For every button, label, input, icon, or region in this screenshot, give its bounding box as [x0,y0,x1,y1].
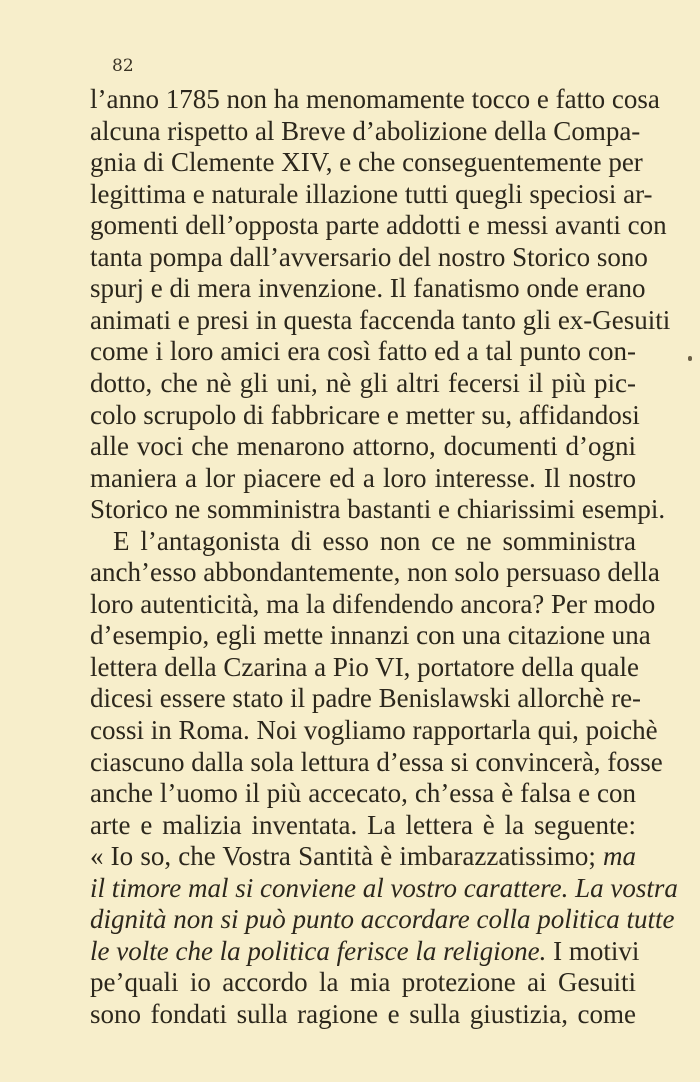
text-segment: lettera della Czarina a Pio VI, portatore della quale [90,652,640,682]
text-line [90,430,636,462]
text-segment: l’anno 1785 non ha menomamente tocco e fatto cosa [90,84,660,114]
text-segment: maniera a lor piacere ed a loro interesse. Il nostro [90,463,636,493]
text-line [90,840,636,872]
text-segment: gomenti dell’opposta parte addotti e messi avanti con [90,210,667,240]
text-line [90,619,651,651]
margin-speck [688,356,692,361]
text-segment: animati e presi in questa faccenda tanto gli ex-Gesuiti [90,305,671,335]
text-segment: tanta pompa dall’avversario del nostro Storico sono [90,242,648,272]
text-line [90,588,656,620]
text-line [90,493,666,525]
text-line [90,556,660,588]
text-line [90,777,636,809]
text-segment: E l’antagonista di esso non ce ne somministra [113,526,636,556]
text-segment: anch’esso abbondantemente, non solo persuaso della [90,557,660,587]
text-line [90,146,643,178]
text-segment: « Io so, che Vostra Santità è imbarazzatissimo; [90,841,603,871]
text-line [90,304,671,336]
text-line [90,682,642,714]
text-segment: anche l’uomo il più accecato, ch’essa è falsa e con [90,778,636,808]
page-number: 82 [112,56,134,76]
text-segment: arte e malizia inventata. La lettera è la seguente: [90,810,636,840]
italic-text-segment: il timore mal si conviene al vostro carattere. La vostra [90,873,678,903]
text-segment: Storico ne somministra bastanti e chiarissimi esempi. [90,494,666,524]
text-segment: dotto, che nè gli uni, nè gli altri fecersi il più pic- [90,368,636,398]
text-segment: come i loro amici era così fatto ed a tal punto con- [90,336,636,366]
text-line [90,998,636,1030]
text-line [90,651,640,683]
text-line [90,241,648,273]
text-segment: alle voci che menarono attorno, documenti d’ogni [90,431,636,461]
text-line [90,462,636,494]
text-line [90,115,641,147]
text-line [90,209,667,241]
text-line [90,178,653,210]
text-segment: legittima e naturale illazione tutti quegli speciosi ar- [90,179,653,209]
text-line [90,746,663,778]
text-segment: I motivi [546,936,640,966]
text-line [90,335,636,367]
text-line [90,966,636,998]
text-line [90,272,646,304]
text-line [90,714,658,746]
italic-text-segment: le volte che la politica ferisce la religione. [90,936,547,966]
text-segment: dicesi essere stato il padre Benislawski allorchè re- [90,683,642,713]
text-segment: cossi in Roma. Noi vogliamo rapportarla qui, poichè [90,715,658,745]
text-segment: d’esempio, egli mette innanzi con una citazione una [90,620,651,650]
text-line [90,367,636,399]
text-line [90,903,675,935]
italic-text-segment: dignità non si può punto accordare colla politica tutte [90,904,675,934]
text-line [90,83,660,115]
text-line [90,399,640,431]
text-line [90,809,636,841]
text-segment: loro autenticità, ma la difendendo ancora? Per modo [90,589,656,619]
text-segment: colo scrupolo di fabbricare e metter su, affidandosi [90,400,640,430]
text-segment: sono fondati sulla ragione e sulla giustizia, come [90,999,636,1029]
text-segment: alcuna rispetto al Breve d’abolizione della Compa- [90,116,641,146]
text-line [113,525,636,557]
text-segment: ciascuno dalla sola lettura d’essa si convincerà, fosse [90,747,663,777]
text-line [90,935,640,967]
italic-text-segment: ma [603,841,636,871]
text-line [90,872,678,904]
text-segment: gnia di Clemente XIV, e che conseguentemente per [90,147,643,177]
text-segment: spurj e di mera invenzione. Il fanatismo onde erano [90,273,646,303]
text-segment: pe’quali io accordo la mia protezione ai Gesuiti [90,967,636,997]
